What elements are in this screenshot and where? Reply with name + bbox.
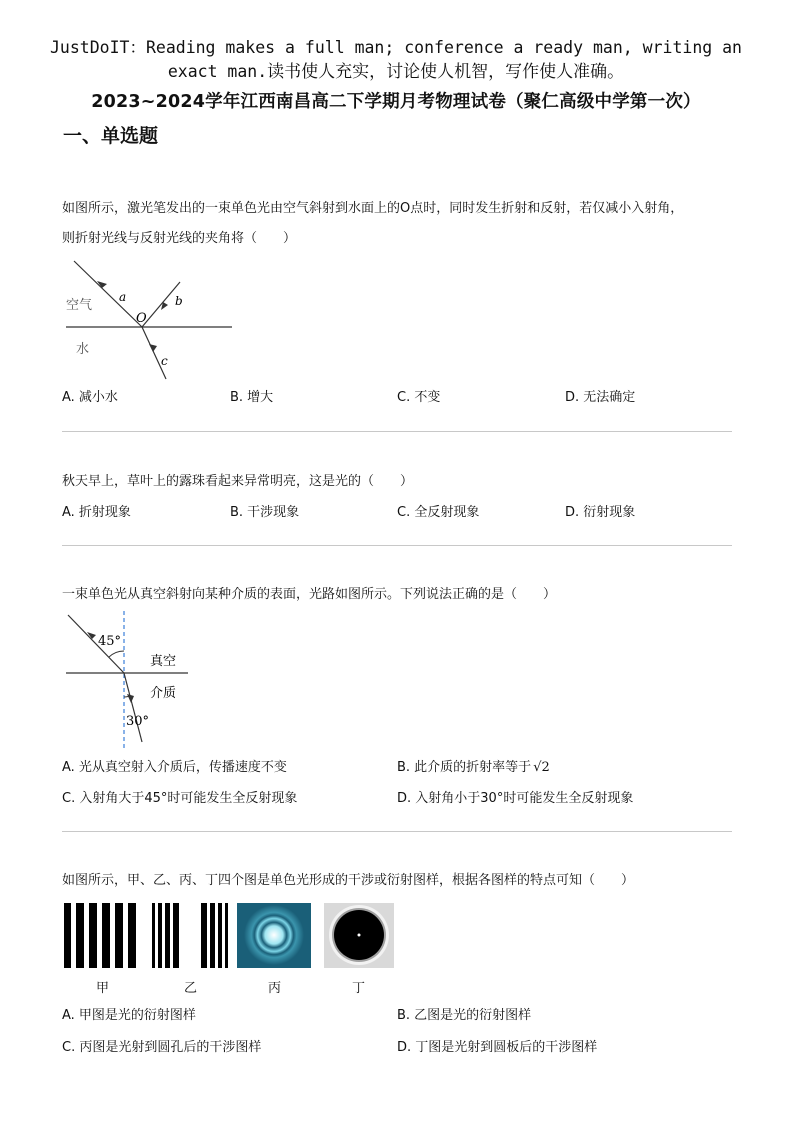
- q4-option-c[interactable]: C. 丙图是光射到圆孔后的干涉图样: [62, 1040, 262, 1055]
- divider-3: [62, 831, 732, 832]
- q2-option-d[interactable]: D. 衍射现象: [565, 505, 636, 520]
- angle-45-label: 45°: [98, 634, 122, 649]
- motto-line-1: [0, 36, 792, 60]
- incident-ray: [74, 261, 142, 327]
- q4-option-a[interactable]: A. 甲图是光的衍射图样: [62, 1008, 196, 1023]
- pattern-ding-circular-disc: [324, 903, 394, 968]
- q2-option-a[interactable]: A. 折射现象: [62, 505, 131, 520]
- water-label: 水: [76, 342, 90, 357]
- divider-1: [62, 431, 732, 432]
- refracted-arrow: [149, 344, 157, 352]
- pattern-label-ding: 丁: [352, 981, 366, 996]
- q3-option-b-text: B. 此介质的折射率等于: [397, 760, 532, 775]
- refracted-ray: [142, 327, 166, 379]
- q1-option-b[interactable]: B. 增大: [230, 390, 274, 405]
- q3-stem: 一束单色光从真空斜射向某种介质的表面，光路如图所示。下列说法正确的是（ ）: [62, 587, 557, 602]
- q4-option-b[interactable]: B. 乙图是光的衍射图样: [397, 1008, 532, 1023]
- refracted-arrow: [127, 694, 134, 703]
- pattern-label-jia: 甲: [96, 981, 110, 996]
- q4-stem: 如图所示，甲、乙、丙、丁四个图是单色光形成的干涉或衍射图样，根据各图样的特点可知（ ）: [62, 873, 635, 888]
- air-label: 空气: [66, 298, 93, 313]
- vacuum-label: 真空: [150, 654, 177, 669]
- q1-option-d[interactable]: D. 无法确定: [565, 390, 636, 405]
- motto-text-1: JustDoIT：Reading makes a full man; conference a ready man, writing an: [49, 38, 742, 57]
- refracted-ray: [124, 673, 142, 742]
- sqrt2-math: √2: [533, 760, 550, 775]
- pattern-bing-circular-hole: [237, 903, 311, 968]
- q1-refraction-figure: [62, 255, 242, 385]
- q4-option-d[interactable]: D. 丁图是光射到圆板后的干涉图样: [397, 1040, 598, 1055]
- ray-b-label: b: [175, 294, 183, 308]
- pattern-label-bing: 丙: [268, 981, 282, 996]
- page-title: 2023~2024学年江西南昌高二下学期月考物理试卷（聚仁高级中学第一次）: [91, 92, 701, 112]
- q3-option-b[interactable]: [397, 759, 550, 777]
- medium-label: 介质: [150, 686, 177, 701]
- q2-stem: 秋天早上，草叶上的露珠看起来异常明亮，这是光的（ ）: [62, 474, 414, 489]
- pattern-label-yi: 乙: [184, 981, 198, 996]
- motto-text-2-cn: 读书使人充实，讨论使人机智，写作使人准确。: [267, 62, 625, 82]
- q3-refraction-figure: [62, 607, 192, 752]
- angle-30-label: 30°: [126, 714, 150, 729]
- motto-line-2: [0, 60, 792, 84]
- pattern-jia-interference: [64, 903, 141, 968]
- q1-option-c[interactable]: C. 不变: [397, 390, 441, 405]
- ray-a-label: a: [119, 290, 127, 304]
- q1-stem-line1: 如图所示，激光笔发出的一束单色光由空气斜射到水面上的O点时，同时发生折射和反射，若仅减小入射角，: [62, 201, 684, 216]
- motto-text-2-en: exact man.: [167, 62, 268, 81]
- q3-option-c[interactable]: C. 入射角大于45°时可能发生全反射现象: [62, 791, 298, 806]
- divider-2: [62, 545, 732, 546]
- pattern-yi-diffraction: [152, 903, 228, 968]
- q3-option-d[interactable]: D. 入射角小于30°时可能发生全反射现象: [397, 791, 634, 806]
- q2-option-c[interactable]: C. 全反射现象: [397, 505, 480, 520]
- point-o-label: O: [136, 311, 147, 326]
- q3-option-a[interactable]: A. 光从真空射入介质后，传播速度不变: [62, 760, 287, 775]
- q1-stem-line2: 则折射光线与反射光线的夹角将（ ）: [62, 231, 297, 246]
- q2-option-b[interactable]: B. 干涉现象: [230, 505, 300, 520]
- ray-c-label: c: [161, 354, 168, 368]
- angle-arc-top: [109, 651, 124, 657]
- q1-option-a[interactable]: A. 减小水: [62, 390, 118, 405]
- section-heading: 一、单选题: [63, 125, 159, 147]
